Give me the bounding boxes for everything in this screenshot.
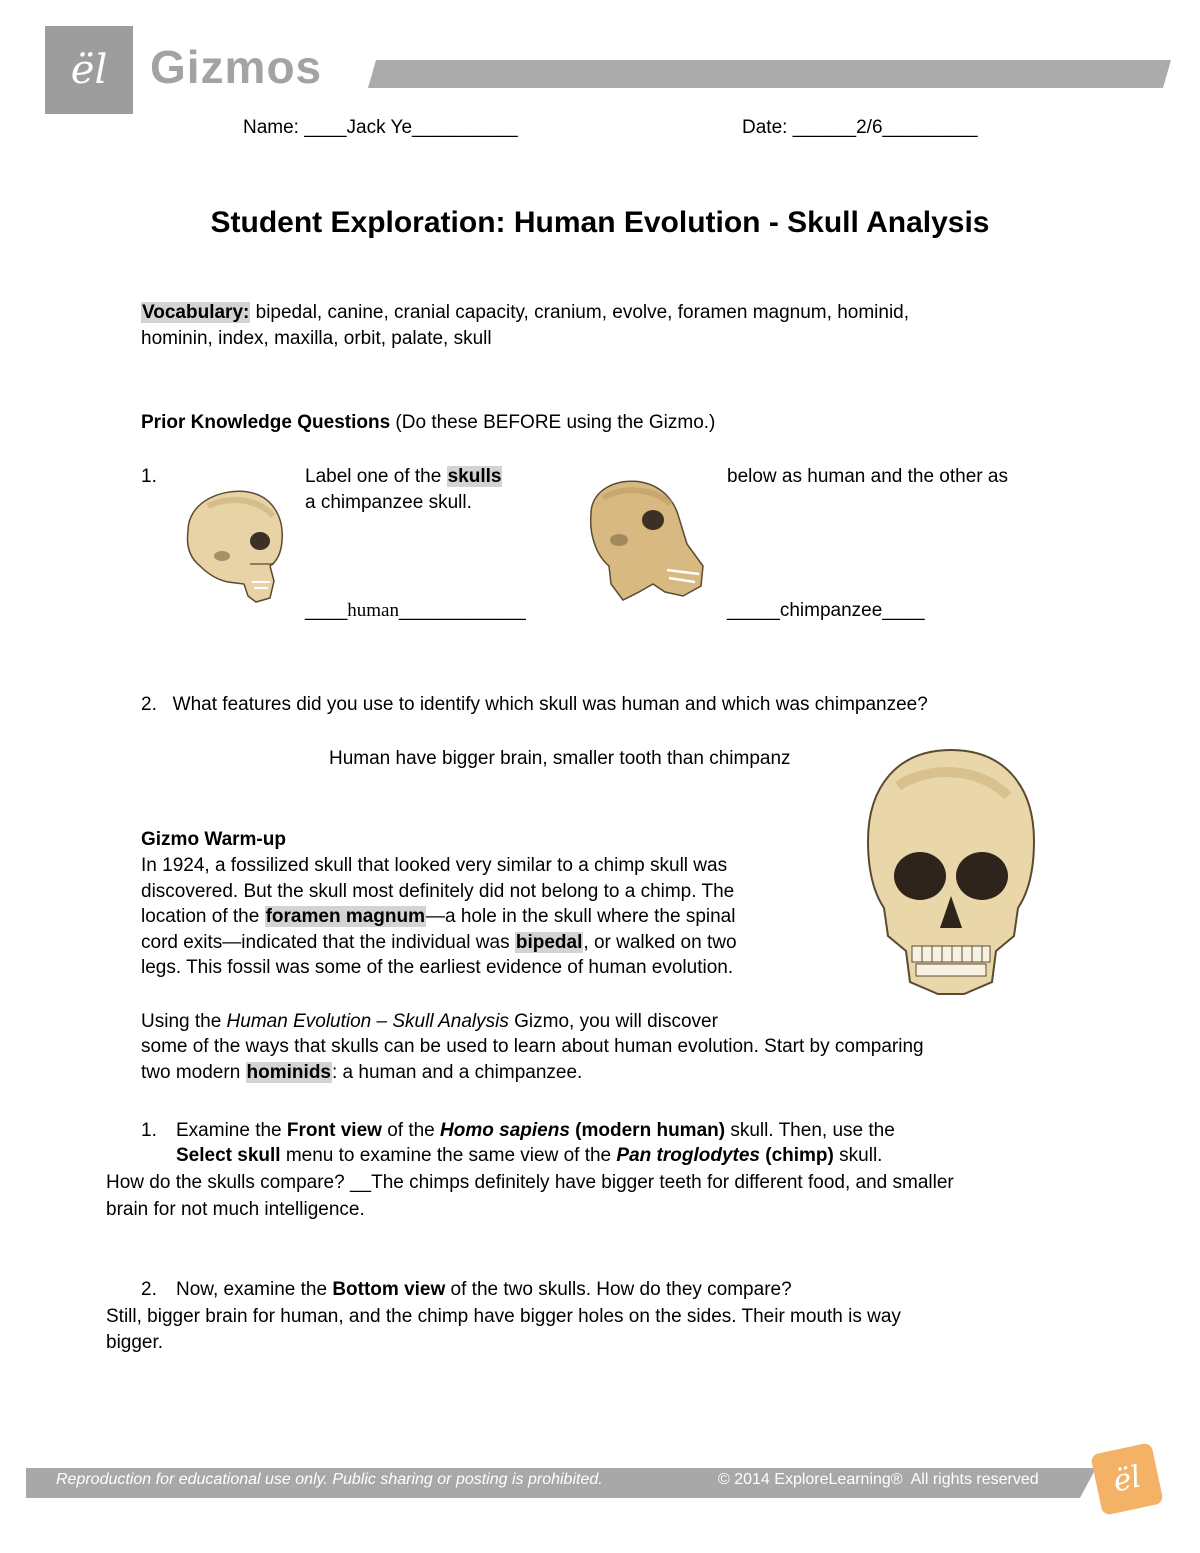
- question-2-answer-line-2: bigger.: [106, 1332, 164, 1353]
- keyword-bipedal: bipedal: [515, 932, 583, 953]
- q2-question: 2. What features did you use to identify which skull was human and which was chimpanzee?: [141, 694, 928, 715]
- gizmo-name: Human Evolution – Skull Analysis: [226, 1011, 509, 1032]
- chimp-skull-side-image: [583, 474, 707, 604]
- explorelearning-logo: [45, 26, 133, 114]
- q1-number: 1.: [141, 466, 157, 487]
- human-skull-front-image: [858, 746, 1044, 998]
- warmup-p2-a: Using the: [141, 1011, 227, 1032]
- logo-glyph: ël: [70, 47, 108, 93]
- q1-h: menu to examine the same view of the: [280, 1145, 617, 1166]
- page-title: Student Exploration: Human Evolution - Skull Analysis: [210, 206, 990, 239]
- q1-f: skull. Then, use the: [725, 1120, 895, 1141]
- q1-select-skull: Select skull: [176, 1145, 281, 1166]
- warmup-line-3-a: location of the: [141, 906, 265, 927]
- question-2-number: 2.: [141, 1279, 157, 1300]
- brand-name: Gizmos: [150, 41, 323, 93]
- answer-human-word: human: [347, 600, 399, 621]
- vocabulary-label: Vocabulary:: [142, 302, 250, 323]
- prior-note: (Do these BEFORE using the Gizmo.): [390, 412, 716, 433]
- question-1-answer-line-1: How do the skulls compare? __The chimps definitely have bigger teeth for different food, and smaller: [106, 1172, 954, 1193]
- q1-homo-sapiens: Homo sapiens: [440, 1120, 570, 1141]
- footer-disclaimer: Reproduction for educational use only. Public sharing or posting is prohibited.: [56, 1471, 603, 1488]
- q2-c: of the two skulls. How do they compare?: [445, 1279, 792, 1300]
- q1-text-right: below as human and the other as: [727, 466, 1008, 487]
- answer-human-pre: ____: [305, 600, 348, 621]
- q1-keyword: skulls: [447, 466, 502, 487]
- q2-answer: Human have bigger brain, smaller tooth than chimpanz: [329, 748, 791, 769]
- warmup-p2-l3-a: two modern: [141, 1062, 246, 1083]
- keyword-foramen-magnum: foramen magnum: [265, 906, 426, 927]
- warmup-p2-line-3: [141, 1062, 582, 1084]
- warmup-line-1: In 1924, a fossilized skull that looked very similar to a chimp skull was: [141, 855, 728, 876]
- question-2-answer-line-1: Still, bigger brain for human, and the chimp have bigger holes on the sides. Their mouth is way: [106, 1306, 901, 1327]
- footer-copyright: © 2014 ExploreLearning® All rights reserved: [718, 1471, 1039, 1488]
- vocabulary-line-2: hominin, index, maxilla, orbit, palate, skull: [141, 328, 492, 349]
- answer-human-post: ____________: [399, 600, 526, 621]
- q1-k: skull.: [833, 1145, 883, 1166]
- question-2-line-1: [176, 1279, 792, 1301]
- keyword-hominids: hominids: [246, 1062, 331, 1083]
- q1-a: Examine the: [176, 1120, 287, 1141]
- q1-text-line-2: a chimpanzee skull.: [305, 492, 472, 513]
- q1-modern-human: (modern human): [569, 1120, 726, 1141]
- human-skull-side-image: [178, 486, 288, 604]
- vocabulary-terms-1: bipedal, canine, cranial capacity, cranium, evolve, foramen magnum, hominid,: [250, 302, 910, 323]
- question-1-line-1: [176, 1120, 895, 1142]
- q1-text: [305, 466, 502, 488]
- warmup-line-4-a: cord exits—indicated that the individual was: [141, 932, 515, 953]
- q2-bottom-view: Bottom view: [332, 1279, 446, 1300]
- warmup-p2-line-2: some of the ways that skulls can be used to learn about human evolution. Start by comparing: [141, 1036, 924, 1057]
- warmup-heading: Gizmo Warm-up: [141, 829, 286, 850]
- warmup-line-2: discovered. But the skull most definitely did not belong to a chimp. The: [141, 881, 735, 902]
- prior-heading-text: Prior Knowledge Questions: [141, 412, 391, 433]
- question-1-number: 1.: [141, 1120, 157, 1141]
- q1-chimp: (chimp): [759, 1145, 834, 1166]
- warmup-line-3: [141, 906, 735, 928]
- warmup-p2-line-1: [141, 1011, 718, 1033]
- header-bar: [368, 60, 1171, 88]
- warmup-p2-b: Gizmo, you will discover: [508, 1011, 718, 1032]
- name-field: Name: ____Jack Ye__________: [243, 117, 518, 138]
- warmup-line-5: legs. This fossil was some of the earliest evidence of human evolution.: [141, 957, 734, 978]
- warmup-p2-l3-b: : a human and a chimpanzee.: [332, 1062, 583, 1083]
- q1-pan-troglodytes: Pan troglodytes: [616, 1145, 760, 1166]
- prior-knowledge-heading: [141, 412, 715, 434]
- q1-c: of the: [381, 1120, 441, 1141]
- q2-a: Now, examine the: [176, 1279, 333, 1300]
- q1-front-view: Front view: [286, 1120, 382, 1141]
- answer-human: [305, 600, 526, 622]
- date-field: Date: ______2/6_________: [742, 117, 978, 138]
- q1-text-a: Label one of the: [305, 466, 447, 487]
- footer-logo-glyph: ël: [1109, 1459, 1145, 1499]
- warmup-line-3-b: —a hole in the skull where the spinal: [426, 906, 736, 927]
- answer-chimpanzee: _____chimpanzee____: [727, 600, 925, 621]
- footer-logo: [1090, 1442, 1164, 1516]
- warmup-line-4: [141, 932, 737, 954]
- question-1-line-2: [176, 1145, 882, 1167]
- vocabulary-line-1: [141, 302, 909, 324]
- question-1-answer-line-2: brain for not much intelligence.: [106, 1199, 365, 1220]
- warmup-line-4-b: , or walked on two: [583, 932, 737, 953]
